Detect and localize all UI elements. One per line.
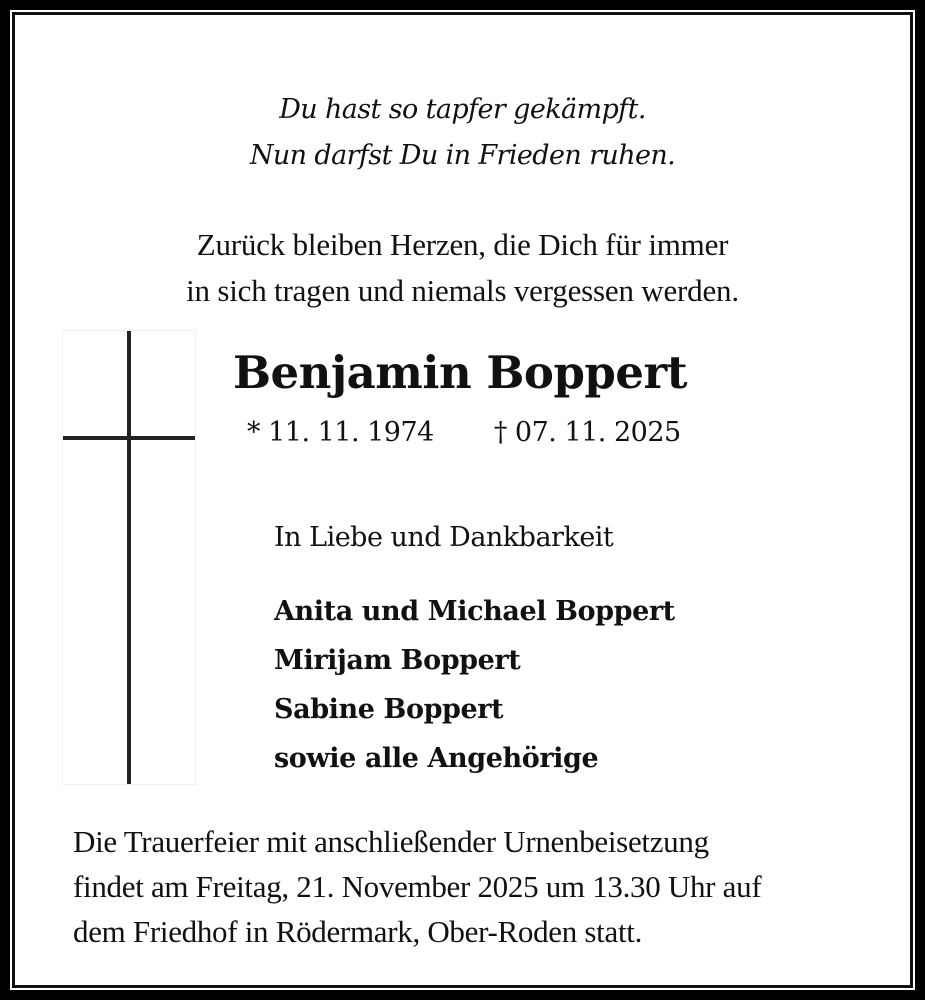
motto-line: Du hast so tapfer gekämpft. <box>279 94 646 125</box>
cross-icon <box>62 330 196 785</box>
motto <box>15 87 910 179</box>
mourner: sowie alle Angehörige <box>274 743 599 774</box>
verse-line: in sich tragen und niemals vergessen werden. <box>186 273 739 308</box>
notice-line: Die Trauerfeier mit anschließender Urnenbeisetzung <box>73 824 709 859</box>
birth-date: * 11. 11. 1974 <box>247 417 434 448</box>
verse <box>15 222 910 314</box>
cross-vertical-bar <box>127 331 131 784</box>
mourner: Sabine Boppert <box>274 694 504 725</box>
mourners-list <box>274 587 675 783</box>
dedication: In Liebe und Dankbarkeit <box>274 522 614 553</box>
mourner: Anita und Michael Boppert <box>274 596 675 627</box>
notice-line: dem Friedhof in Rödermark, Ober-Roden statt. <box>73 914 643 949</box>
funeral-notice <box>73 819 761 954</box>
notice-line: findet am Freitag, 21. November 2025 um 13.30 Uhr auf <box>73 869 762 904</box>
life-dates <box>247 413 681 453</box>
death-date: † 07. 11. 2025 <box>493 417 681 448</box>
mourner: Mirijam Boppert <box>274 645 521 676</box>
obituary-inner-frame <box>12 12 913 988</box>
cross-horizontal-bar <box>63 436 195 440</box>
obituary-outer-frame <box>10 10 915 990</box>
deceased-name: Benjamin Boppert <box>232 346 688 399</box>
motto-line: Nun darfst Du in Frieden ruhen. <box>249 140 676 171</box>
verse-line: Zurück bleiben Herzen, die Dich für immer <box>196 227 729 262</box>
